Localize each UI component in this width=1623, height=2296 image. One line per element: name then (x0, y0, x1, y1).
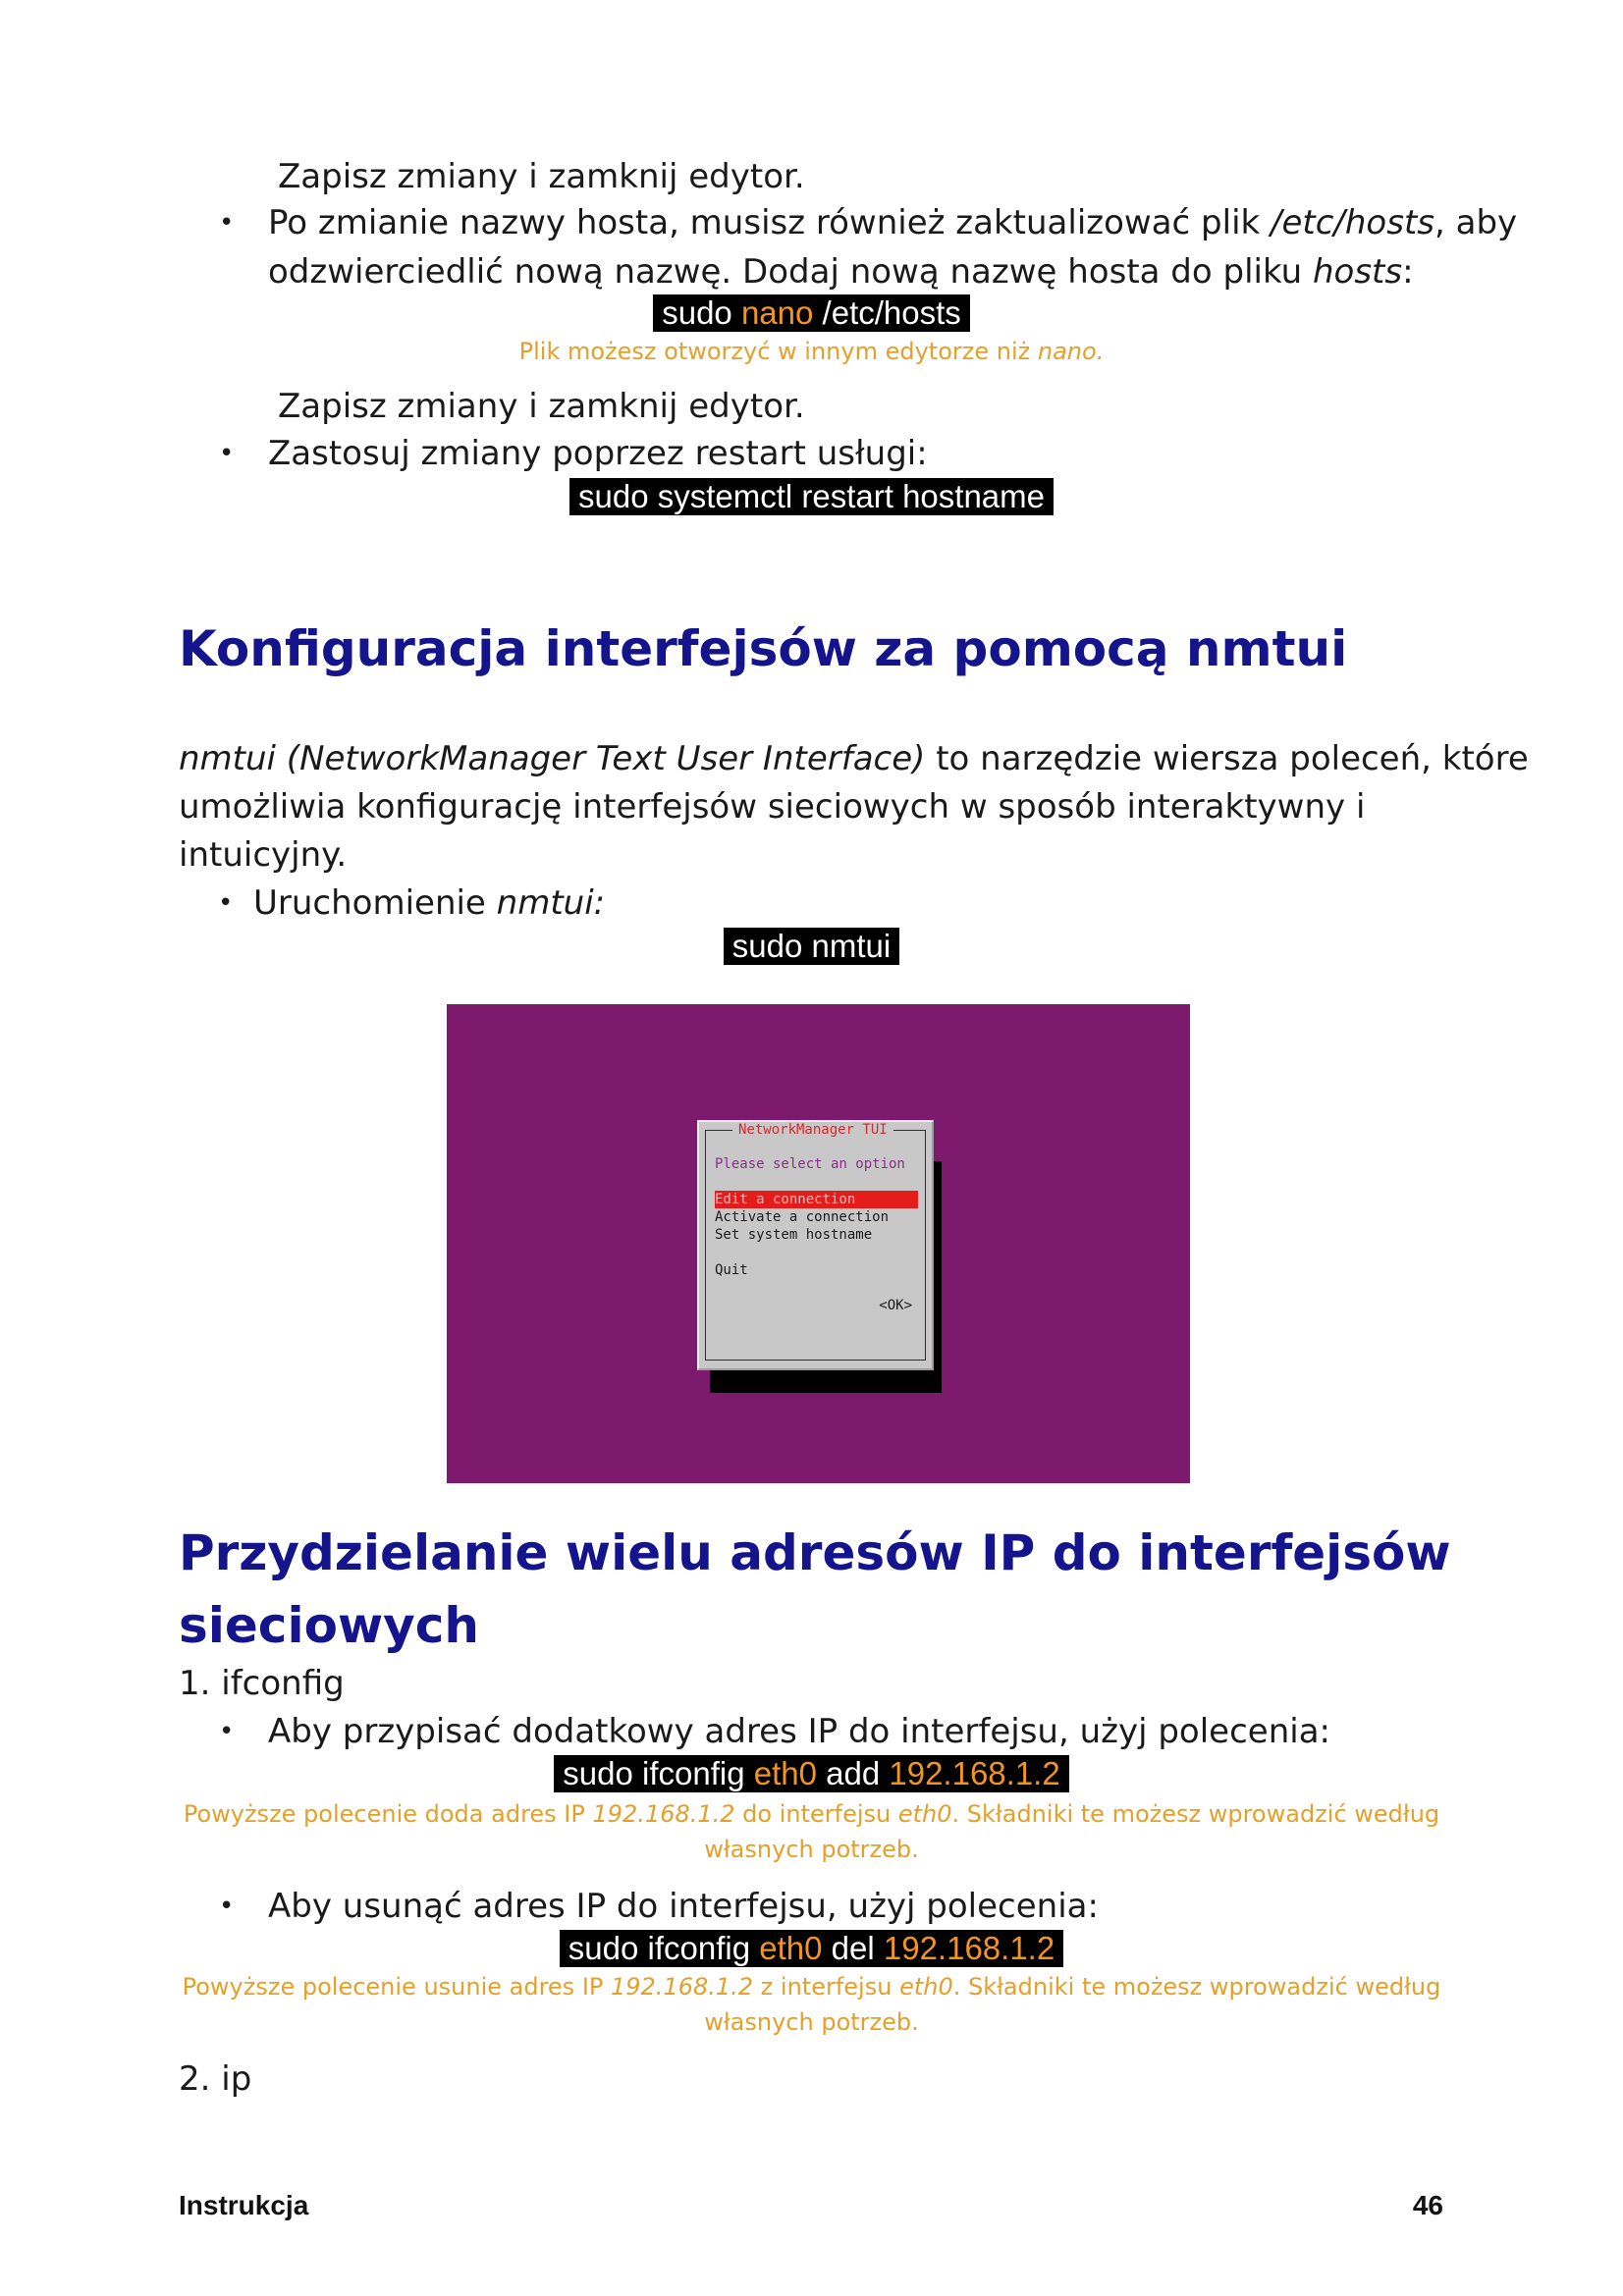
code-command-ifconfig-add: sudo ifconfig eth0 add 192.168.1.2 (554, 1755, 1068, 1792)
section-heading-multiple-ip-line1: Przydzielanie wielu adresów IP do interfejsów (179, 1524, 1451, 1581)
code-command-sudo-nmtui: sudo nmtui (724, 928, 899, 965)
text-bullet-restart: Zastosuj zmiany poprzez restart usługi: (268, 434, 928, 473)
tui-option-quit[interactable]: Quit (715, 1262, 748, 1278)
text-bullet-update-hosts-line1: Po zmianie nazwy hosta, musisz również zaktualizować plik /etc/hosts, aby (268, 203, 1518, 242)
text-intro-line3: intuicyjny. (179, 835, 348, 875)
cmd-row-nano (0, 294, 1623, 332)
page-number: 46 (1412, 2190, 1443, 2220)
cmd-row-del (0, 1930, 1623, 1967)
text-save-close-2: Zapisz zmiany i zamknij edytor. (278, 387, 805, 426)
note-del-line1: Powyższe polecenie usunie adres IP 192.168.1.2 z interfejsu eth0. Składniki te możesz wprowadzić według (182, 1973, 1441, 2001)
text-bullet-run-nmtui: Uruchomienie nmtui: (253, 883, 606, 923)
code-command-nano-hosts: sudo nano /etc/hosts (653, 294, 970, 332)
bullet-marker: • (219, 439, 235, 468)
text-bullet-update-hosts-line2: odzwierciedlić nową nazwę. Dodaj nową nazwę hosta do pliku hosts: (268, 252, 1414, 292)
section-heading-nmtui: Konfiguracja interfejsów za pomocą nmtui (179, 620, 1348, 677)
bullet-marker: • (219, 208, 235, 238)
list-item-ifconfig: 1. ifconfig (179, 1664, 345, 1703)
tui-option-edit-connection[interactable]: Edit a connection (715, 1191, 918, 1208)
note-add-line2: własnych potrzeb. (704, 1836, 919, 1863)
note-del-line2: własnych potrzeb. (704, 2008, 919, 2036)
tui-title: NetworkManager TUI (732, 1122, 893, 1138)
note-add-line1: Powyższe polecenie doda adres IP 192.168.1.2 do interfejsu eth0. Składniki te możesz wprowadzić według (183, 1800, 1440, 1828)
text-save-close-1: Zapisz zmiany i zamknij edytor. (278, 157, 805, 196)
cmd-row-restart (0, 478, 1623, 515)
bullet-marker: • (219, 1717, 235, 1746)
bullet-marker: • (219, 1892, 235, 1921)
text-bullet-del-ip: Aby usunąć adres IP do interfejsu, użyj polecenia: (268, 1887, 1099, 1926)
tui-option-set-hostname[interactable]: Set system hostname (715, 1227, 873, 1243)
nmtui-screenshot (447, 1004, 1190, 1483)
code-command-restart-hostname: sudo systemctl restart hostname (569, 478, 1054, 515)
tui-ok-button[interactable]: <OK> (879, 1298, 912, 1313)
section-heading-multiple-ip-line2: sieciowych (179, 1597, 479, 1654)
tui-prompt: Please select an option (715, 1156, 905, 1172)
footer-label: Instrukcja (179, 2190, 309, 2220)
text-intro-line2: umożliwia konfigurację interfejsów sieciowych w sposób interaktywny i (179, 787, 1366, 827)
cmd-row-add (0, 1755, 1623, 1792)
tui-option-activate-connection[interactable]: Activate a connection (715, 1209, 890, 1225)
tui-dialog (697, 1120, 934, 1370)
list-item-ip: 2. ip (179, 2059, 252, 2099)
cmd-row-nmtui (0, 928, 1623, 965)
note-editor: Plik możesz otworzyć w innym edytorze niż nano. (518, 338, 1105, 365)
bullet-marker: • (218, 888, 234, 918)
text-bullet-add-ip: Aby przypisać dodatkowy adres IP do interfejsu, użyj polecenia: (268, 1712, 1330, 1751)
code-command-ifconfig-del: sudo ifconfig eth0 del 192.168.1.2 (560, 1930, 1063, 1967)
text-intro-line1: nmtui (NetworkManager Text User Interface) to narzędzie wiersza poleceń, które (179, 739, 1529, 778)
